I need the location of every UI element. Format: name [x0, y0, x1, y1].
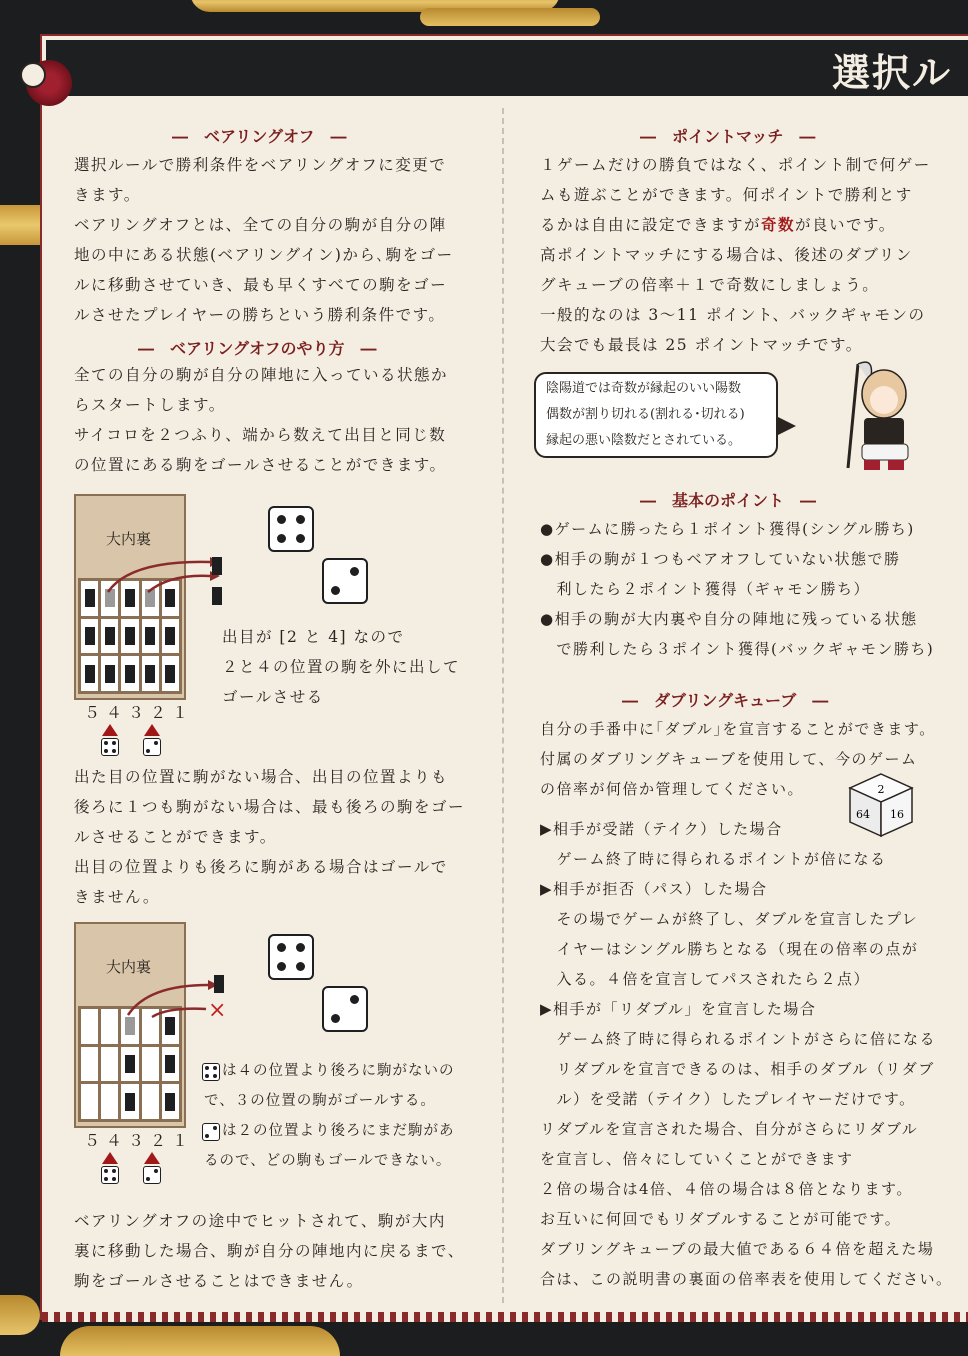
list-item: 利したら２ポイント獲得（ギャモン勝ち） [540, 580, 871, 598]
text-line: の位置にある駒をゴールさせることができます。 [74, 456, 447, 474]
figure-2-caption [204, 1056, 455, 1176]
piece-icon [125, 1093, 135, 1111]
text-line: ゲーム終了時に得られるポイントがさらに倍になる [540, 1030, 937, 1048]
goal-piece-icon [212, 557, 222, 575]
die-two-icon [322, 986, 368, 1032]
list-item: で勝利したら３ポイント獲得(バックギャモン勝ち) [540, 640, 935, 658]
piece-icon [165, 627, 175, 645]
text-line: らスタートします。 [74, 396, 226, 414]
list-item: ●相手の駒が１つもベアオフしていない状態で勝 [540, 550, 901, 568]
text-line: お互いに何回でもリダブルすることが可能です。 [540, 1210, 902, 1228]
bearing-off-text [74, 150, 454, 330]
text-line: リダブルを宣言できるのは、相手のダブル（リダブ [540, 1060, 935, 1078]
marker-triangle-icon [144, 1152, 160, 1164]
heading-bearing-off: ― ベアリングオフ ― [172, 127, 347, 146]
cube-face-right: 16 [890, 808, 904, 821]
flower-crest-icon [20, 62, 46, 88]
text-line: ２倍の場合は4倍、４倍の場合は８倍となります。 [540, 1180, 913, 1198]
text-line: １ゲームだけの勝負ではなく、ポイント制で何ゲー [540, 156, 931, 174]
die-two-small-icon [143, 738, 161, 756]
text-line: ベアリングオフとは、全ての自分の駒が自分の陣 [74, 216, 447, 234]
list-item: ●相手の駒が大内裏や自分の陣地に残っている状態 [540, 610, 918, 628]
caption-line: ゴールさせる [222, 688, 324, 706]
die-four-icon [268, 506, 314, 552]
piece-icon [145, 627, 155, 645]
piece-icon [105, 665, 115, 683]
board-label: 大内裏 [106, 958, 152, 976]
piece-icon [145, 665, 155, 683]
die-two-icon [322, 558, 368, 604]
position-numbers: ５４３２１ [84, 703, 195, 722]
caption-line: るので、どの駒もゴールできない。 [204, 1153, 452, 1169]
caption-line: は２の位置より後ろにまだ駒があ [222, 1123, 455, 1139]
marker-triangle-icon [144, 724, 160, 736]
piece-icon [85, 665, 95, 683]
piece-icon [85, 589, 95, 607]
text-line: 入る。４倍を宣言してパスされたら２点） [540, 970, 871, 988]
caption-line: 出目が [2 と 4] なので [222, 628, 405, 646]
text-line: ゲーム終了時に得られるポイントが倍になる [540, 850, 887, 868]
text-segment: が良いです。 [795, 216, 896, 234]
goal-piece-icon [214, 975, 224, 993]
die-four-small-icon [101, 1166, 119, 1184]
text-line: 選択ルールで勝利条件をベアリングオフに変更で [74, 156, 447, 174]
goal-piece-icon [212, 587, 222, 605]
heading-doubling-cube: ― ダブリングキューブ ― [622, 691, 829, 710]
move-arrows-1 [100, 548, 230, 608]
speech-bubble [534, 372, 778, 458]
heading-basic-points: ― 基本のポイント ― [640, 491, 817, 510]
marker-triangle-icon [102, 1152, 118, 1164]
text-line: ▶相手が受諾（テイク）した場合 [540, 820, 783, 838]
text-line: 全ての自分の駒が自分の陣地に入っている状態か [74, 366, 449, 384]
piece-icon [165, 1093, 175, 1111]
page-title: 選択ル [832, 50, 953, 95]
piece-icon [125, 1055, 135, 1073]
text-line: 出た目の位置に駒がない場合、出目の位置よりも [74, 768, 449, 786]
text-line: 合は、この説明書の裏面の倍率表を使用してください。 [540, 1270, 953, 1288]
gold-ornament-bottom-2 [60, 1326, 340, 1356]
list-item: ●ゲームに勝ったら１ポイント獲得(シングル勝ち) [540, 520, 915, 538]
basic-points-list [540, 514, 934, 664]
caption-line: は４の位置より後ろに駒がないの [222, 1063, 455, 1079]
gold-ornament-left [0, 205, 40, 245]
speech-bubble-tail [776, 416, 796, 436]
figure-1-caption [222, 622, 460, 712]
point-match-text [540, 150, 931, 360]
text-line: サイコロを２つふり、端から数えて出目と同じ数 [74, 426, 447, 444]
doubling-cube-rules [540, 814, 953, 1294]
board-label: 大内裏 [106, 530, 152, 548]
text-line: 自分の手番中に｢ダブル｣を宣言することができます。 [540, 720, 936, 738]
text-line: を宣言し、倍々にしていくことができます [540, 1150, 854, 1168]
die-two-small-icon [143, 1166, 161, 1184]
column-divider [502, 108, 504, 1303]
text-line: 高ポイントマッチにする場合は、後述のダブリン [540, 246, 913, 264]
text-line: 地の中にある状態(ベアリングイン)から､駒をゴー [74, 246, 454, 264]
text-line [540, 210, 931, 240]
text-line: ▶相手が「リダブル」を宣言した場合 [540, 1000, 817, 1018]
text-line: グキューブの倍率＋１で奇数にしましょう。 [540, 276, 880, 294]
text-line: 出目の位置よりも後ろに駒がある場合はゴールで [74, 858, 448, 876]
move-arrows-2 [120, 975, 220, 1025]
piece-icon [125, 627, 135, 645]
board-diagram-2 [74, 922, 186, 1128]
text-line: きません。 [74, 888, 160, 906]
gold-ornament-bottom [0, 1295, 40, 1335]
how-to-text [74, 360, 448, 480]
piece-icon [165, 1055, 175, 1073]
text-line: ベアリングオフの途中でヒットされて、駒が大内 [74, 1212, 446, 1230]
bubble-line: 縁起の悪い陰数だとされている。 [546, 433, 742, 448]
marker-triangle-icon [102, 724, 118, 736]
piece-icon [165, 665, 175, 683]
text-line: ルさせることができます。 [74, 828, 277, 846]
text-line: の倍率が何倍か管理してください。 [540, 780, 805, 798]
position-numbers: ５４３２１ [84, 1131, 195, 1150]
text-line: ムも遊ぶことができます。何ポイントで勝利とす [540, 186, 913, 204]
text-line: イヤーはシングル勝ちとなる（現在の倍率の点が [540, 940, 919, 958]
piece-icon [105, 627, 115, 645]
bubble-line: 偶数が割り切れる(割れる･切れる) [546, 407, 745, 422]
text-line: 付属のダブリングキューブを使用して、今のゲーム [540, 750, 918, 768]
cube-face-top: 2 [877, 783, 885, 796]
caption-line: ２と４の位置の駒を外に出して [222, 658, 461, 676]
die-four-small-icon [202, 1063, 220, 1081]
text-line: 駒をゴールさせることはできません。 [74, 1272, 364, 1290]
heading-how-to-bear-off: ― ベアリングオフのやり方 ― [138, 339, 377, 358]
text-line: ダブリングキューブの最大値である６４倍を超えた場 [540, 1240, 935, 1258]
text-line: 大会でも最長は 25 ポイントマッチです。 [540, 336, 863, 354]
cross-icon: × [208, 998, 227, 1023]
text-line: その場でゲームが終了し、ダブルを宣言したプレ [540, 910, 919, 928]
caption-line: で、３の位置の駒がゴールする。 [204, 1093, 436, 1109]
no-piece-rule-text [74, 762, 465, 912]
piece-icon [125, 665, 135, 683]
text-line: リダブルを宣言された場合、自分がさらにリダブル [540, 1120, 919, 1138]
die-four-small-icon [101, 738, 119, 756]
die-four-icon [268, 934, 314, 980]
bottom-pattern-strip [42, 1312, 968, 1322]
cube-face-left: 64 [856, 808, 870, 821]
heading-point-match: ― ポイントマッチ ― [640, 127, 816, 146]
hit-rule-text [74, 1206, 465, 1296]
text-line: 後ろに１つも駒がない場合は、最も後ろの駒をゴー [74, 798, 466, 816]
character-illustration [826, 356, 926, 474]
gold-ornament-top-2 [420, 8, 600, 26]
highlight-odd: 奇数 [761, 215, 796, 234]
text-line: ルさせたプレイヤーの勝ちという勝利条件です。 [74, 306, 446, 324]
text-line: ▶相手が拒否（パス）した場合 [540, 880, 768, 898]
text-line: 裏に移動した場合、駒が自分の陣地内に戻るまで、 [74, 1242, 465, 1260]
text-line: きます。 [74, 186, 141, 204]
text-line: ルに移動させていき、最も早くすべての駒をゴー [74, 276, 448, 294]
text-line: ル）を受諾（テイク）したプレイヤーだけです。 [540, 1090, 916, 1108]
text-line: 一般的なのは 3〜11 ポイント、バックギャモンの [540, 306, 926, 324]
die-two-small-icon [202, 1123, 220, 1141]
bubble-line: 陰陽道では奇数が縁起のいい陽数 [546, 381, 742, 396]
piece-icon [85, 627, 95, 645]
text-segment: るかは自由に設定できますが [540, 216, 762, 234]
header-bar [46, 40, 968, 96]
